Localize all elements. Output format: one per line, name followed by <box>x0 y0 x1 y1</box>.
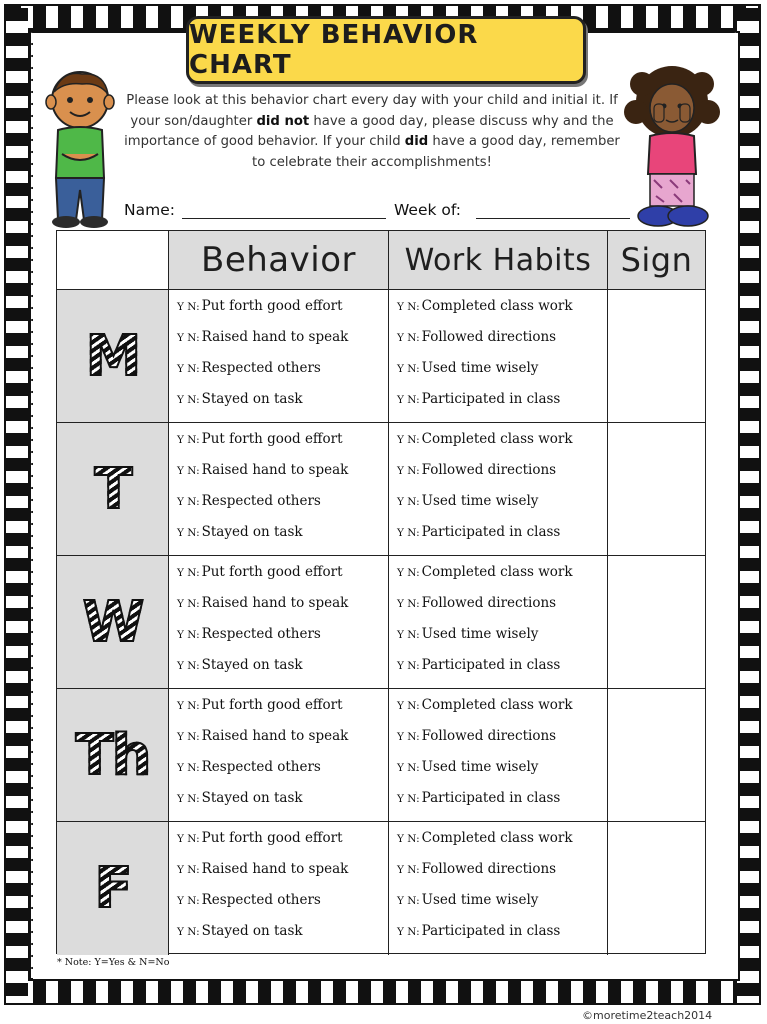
day-letter: T <box>94 456 131 522</box>
work-habits-column <box>389 423 608 555</box>
frame-scallop-right <box>726 32 736 978</box>
header-behavior-label: Behavior <box>201 240 356 280</box>
checklist-item[interactable] <box>177 360 321 376</box>
header-work-habits-label: Work Habits <box>404 242 592 278</box>
day-row <box>57 423 705 556</box>
name-field[interactable] <box>182 218 386 219</box>
checklist-item[interactable] <box>177 923 303 939</box>
checklist-item-label: Used time wisely <box>421 493 539 509</box>
checklist-item-label: Participated in class <box>421 657 561 673</box>
checklist-item[interactable] <box>177 462 348 478</box>
sign-cell[interactable] <box>608 556 705 688</box>
header-blank-cell <box>57 231 169 290</box>
checklist-item-label: Used time wisely <box>421 360 539 376</box>
frame-scallop-left <box>31 32 41 978</box>
yes-no-marker[interactable]: Y N: <box>397 301 420 313</box>
week-field[interactable] <box>476 218 630 219</box>
note-text: * Note: Y=Yes & N=No <box>57 957 170 968</box>
checklist-item[interactable] <box>397 524 560 540</box>
checklist-item[interactable] <box>397 861 556 877</box>
yes-no-marker[interactable]: Y N: <box>177 926 200 938</box>
intro-part-2: have a good day, please discuss why and the importance of good behavior. If your child <box>124 113 614 149</box>
yes-no-marker[interactable]: Y N: <box>397 762 420 774</box>
yes-no-marker[interactable]: Y N: <box>177 660 200 672</box>
checklist-item[interactable] <box>397 697 573 713</box>
checklist-item-label: Raised hand to speak <box>201 861 349 877</box>
yes-no-marker[interactable]: Y N: <box>177 567 200 579</box>
header-sign <box>608 231 705 290</box>
checklist-item-label: Stayed on task <box>201 923 303 939</box>
checklist-item[interactable] <box>397 391 560 407</box>
intro-bold-2: did <box>404 134 429 149</box>
name-label: Name: <box>124 201 175 219</box>
yes-no-marker[interactable]: Y N: <box>177 629 200 641</box>
intro-bold-1: did not <box>256 113 310 129</box>
yes-no-marker[interactable]: Y N: <box>397 434 420 446</box>
checklist-item-label: Participated in class <box>421 391 561 407</box>
checklist-item-label: Used time wisely <box>421 892 539 908</box>
checklist-item-label: Used time wisely <box>421 626 539 642</box>
frame-stripe-right <box>737 8 759 1003</box>
page-title: WEEKLY BEHAVIOR CHART <box>189 20 479 80</box>
checklist-item[interactable] <box>397 564 573 580</box>
yes-no-marker[interactable]: Y N: <box>397 895 420 907</box>
checklist-item[interactable] <box>397 728 556 744</box>
yes-no-marker[interactable]: Y N: <box>177 598 200 610</box>
yes-no-marker[interactable]: Y N: <box>177 527 200 539</box>
checklist-item[interactable] <box>397 595 556 611</box>
checklist-item[interactable] <box>397 360 538 376</box>
checklist-item-label: Completed class work <box>421 298 573 314</box>
yes-no-marker[interactable]: Y N: <box>177 762 200 774</box>
week-label: Week of: <box>394 201 462 219</box>
frame-stripe-bottom <box>8 981 759 1003</box>
checklist-item[interactable] <box>397 462 556 478</box>
checklist-item-label: Raised hand to speak <box>201 595 349 611</box>
yes-no-marker[interactable]: Y N: <box>177 895 200 907</box>
yes-no-marker[interactable]: Y N: <box>397 465 420 477</box>
yes-no-marker[interactable]: Y N: <box>177 363 200 375</box>
checklist-item[interactable] <box>397 892 538 908</box>
checklist-item[interactable] <box>177 431 343 447</box>
checklist-item[interactable] <box>397 493 538 509</box>
checklist-item[interactable] <box>397 923 560 939</box>
intro-part-3: have a good day, remember to celebrate their accomplishments! <box>252 134 620 170</box>
work-habits-column <box>389 556 608 688</box>
yes-no-marker[interactable]: Y N: <box>397 731 420 743</box>
checklist-item[interactable] <box>397 329 556 345</box>
checklist-item[interactable] <box>177 790 303 806</box>
checklist-item[interactable] <box>177 564 343 580</box>
day-row <box>57 290 705 423</box>
checklist-item-label: Respected others <box>201 360 321 376</box>
checklist-item-label: Participated in class <box>421 790 561 806</box>
checklist-item[interactable] <box>177 892 321 908</box>
sign-cell[interactable] <box>608 423 705 555</box>
checklist-item[interactable] <box>177 861 348 877</box>
intro-part-1: Please look at this behavior chart every day with your child and initial it. If your son/daughter <box>126 93 618 129</box>
checklist-item-label: Followed directions <box>421 861 557 877</box>
day-letter: F <box>94 856 131 921</box>
yes-no-marker[interactable]: Y N: <box>177 864 200 876</box>
checklist-item[interactable] <box>177 524 303 540</box>
day-letter: M <box>85 323 140 389</box>
copyright-text: ©moretime2teach2014 <box>582 1009 713 1022</box>
day-row <box>57 822 705 955</box>
yes-no-marker[interactable]: Y N: <box>397 864 420 876</box>
yes-no-marker[interactable]: Y N: <box>397 567 420 579</box>
behavior-column <box>169 689 389 821</box>
intro-text <box>124 91 620 173</box>
yes-no-marker[interactable]: Y N: <box>177 434 200 446</box>
checklist-item[interactable] <box>177 697 343 713</box>
checklist-item[interactable] <box>177 329 348 345</box>
yes-no-marker[interactable]: Y N: <box>397 598 420 610</box>
header-sign-label: Sign <box>620 241 693 279</box>
header-work-habits <box>389 231 608 290</box>
day-cell <box>57 423 169 555</box>
checklist-item-label: Followed directions <box>421 329 557 345</box>
checklist-item-label: Completed class work <box>421 564 573 580</box>
checklist-item-label: Put forth good effort <box>201 431 343 447</box>
yes-no-marker[interactable]: Y N: <box>177 496 200 508</box>
yes-no-marker[interactable]: Y N: <box>397 926 420 938</box>
checklist-item[interactable] <box>397 790 560 806</box>
work-habits-column <box>389 689 608 821</box>
checklist-item-label: Participated in class <box>421 524 561 540</box>
yes-no-marker[interactable]: Y N: <box>177 793 200 805</box>
checklist-item[interactable] <box>397 657 560 673</box>
checklist-item-label: Completed class work <box>421 697 573 713</box>
checklist-item[interactable] <box>397 759 538 775</box>
work-habits-column <box>389 290 608 422</box>
sign-cell[interactable] <box>608 822 705 955</box>
yes-no-marker[interactable]: Y N: <box>397 332 420 344</box>
checklist-item[interactable] <box>177 728 348 744</box>
girl-clipart-icon <box>624 64 720 234</box>
checklist-item[interactable] <box>397 830 573 846</box>
yes-no-marker[interactable]: Y N: <box>177 465 200 477</box>
yes-no-marker[interactable]: Y N: <box>177 394 200 406</box>
yes-no-marker[interactable]: Y N: <box>177 332 200 344</box>
checklist-item[interactable] <box>177 298 343 314</box>
yes-no-marker[interactable]: Y N: <box>177 833 200 845</box>
yes-no-marker[interactable]: Y N: <box>397 833 420 845</box>
checklist-item-label: Put forth good effort <box>201 298 343 314</box>
header-behavior <box>169 231 389 290</box>
day-cell <box>57 556 169 688</box>
checklist-item-label: Respected others <box>201 759 321 775</box>
checklist-item-label: Respected others <box>201 892 321 908</box>
yes-no-marker[interactable]: Y N: <box>397 527 420 539</box>
yes-no-marker[interactable]: Y N: <box>397 394 420 406</box>
checklist-item[interactable] <box>177 595 348 611</box>
checklist-item[interactable] <box>177 657 303 673</box>
yes-no-marker[interactable]: Y N: <box>177 301 200 313</box>
boy-clipart-icon <box>42 70 118 230</box>
behavior-column <box>169 556 389 688</box>
checklist-item[interactable] <box>177 493 321 509</box>
checklist-item[interactable] <box>177 759 321 775</box>
yes-no-marker[interactable]: Y N: <box>397 363 420 375</box>
checklist-item-label: Put forth good effort <box>201 564 343 580</box>
checklist-item-label: Completed class work <box>421 830 573 846</box>
title-banner <box>186 16 586 84</box>
checklist-item[interactable] <box>397 431 573 447</box>
day-letter: Th <box>75 722 150 788</box>
behavior-chart-table <box>56 230 706 954</box>
checklist-item-label: Put forth good effort <box>201 697 343 713</box>
yes-no-marker[interactable]: Y N: <box>397 700 420 712</box>
checklist-item[interactable] <box>177 391 303 407</box>
checklist-item[interactable] <box>177 830 343 846</box>
day-cell <box>57 822 169 955</box>
checklist-item-label: Stayed on task <box>201 524 303 540</box>
behavior-column <box>169 822 389 955</box>
checklist-item-label: Raised hand to speak <box>201 462 349 478</box>
checklist-item-label: Raised hand to speak <box>201 329 349 345</box>
checklist-item[interactable] <box>397 626 538 642</box>
checklist-item-label: Stayed on task <box>201 790 303 806</box>
yes-no-marker[interactable]: Y N: <box>177 700 200 712</box>
checklist-item-label: Followed directions <box>421 595 557 611</box>
checklist-item-label: Put forth good effort <box>201 830 343 846</box>
checklist-item[interactable] <box>397 298 573 314</box>
sign-cell[interactable] <box>608 689 705 821</box>
frame-stripe-left <box>6 8 28 1003</box>
day-row <box>57 556 705 689</box>
yes-no-marker[interactable]: Y N: <box>397 793 420 805</box>
work-habits-column <box>389 822 608 955</box>
checklist-item-label: Stayed on task <box>201 657 303 673</box>
behavior-column <box>169 290 389 422</box>
checklist-item-label: Participated in class <box>421 923 561 939</box>
checklist-item-label: Followed directions <box>421 462 557 478</box>
checklist-item-label: Followed directions <box>421 728 557 744</box>
yes-no-marker[interactable]: Y N: <box>397 629 420 641</box>
checklist-item-label: Respected others <box>201 626 321 642</box>
checklist-item-label: Stayed on task <box>201 391 303 407</box>
yes-no-marker[interactable]: Y N: <box>397 496 420 508</box>
day-cell <box>57 689 169 821</box>
checklist-item-label: Used time wisely <box>421 759 539 775</box>
yes-no-marker[interactable]: Y N: <box>397 660 420 672</box>
checklist-item-label: Raised hand to speak <box>201 728 349 744</box>
checklist-item[interactable] <box>177 626 321 642</box>
sign-cell[interactable] <box>608 290 705 422</box>
yes-no-marker[interactable]: Y N: <box>177 731 200 743</box>
checklist-item-label: Completed class work <box>421 431 573 447</box>
day-row <box>57 689 705 822</box>
day-letter: W <box>82 589 143 655</box>
checklist-item-label: Respected others <box>201 493 321 509</box>
behavior-column <box>169 423 389 555</box>
day-cell <box>57 290 169 422</box>
